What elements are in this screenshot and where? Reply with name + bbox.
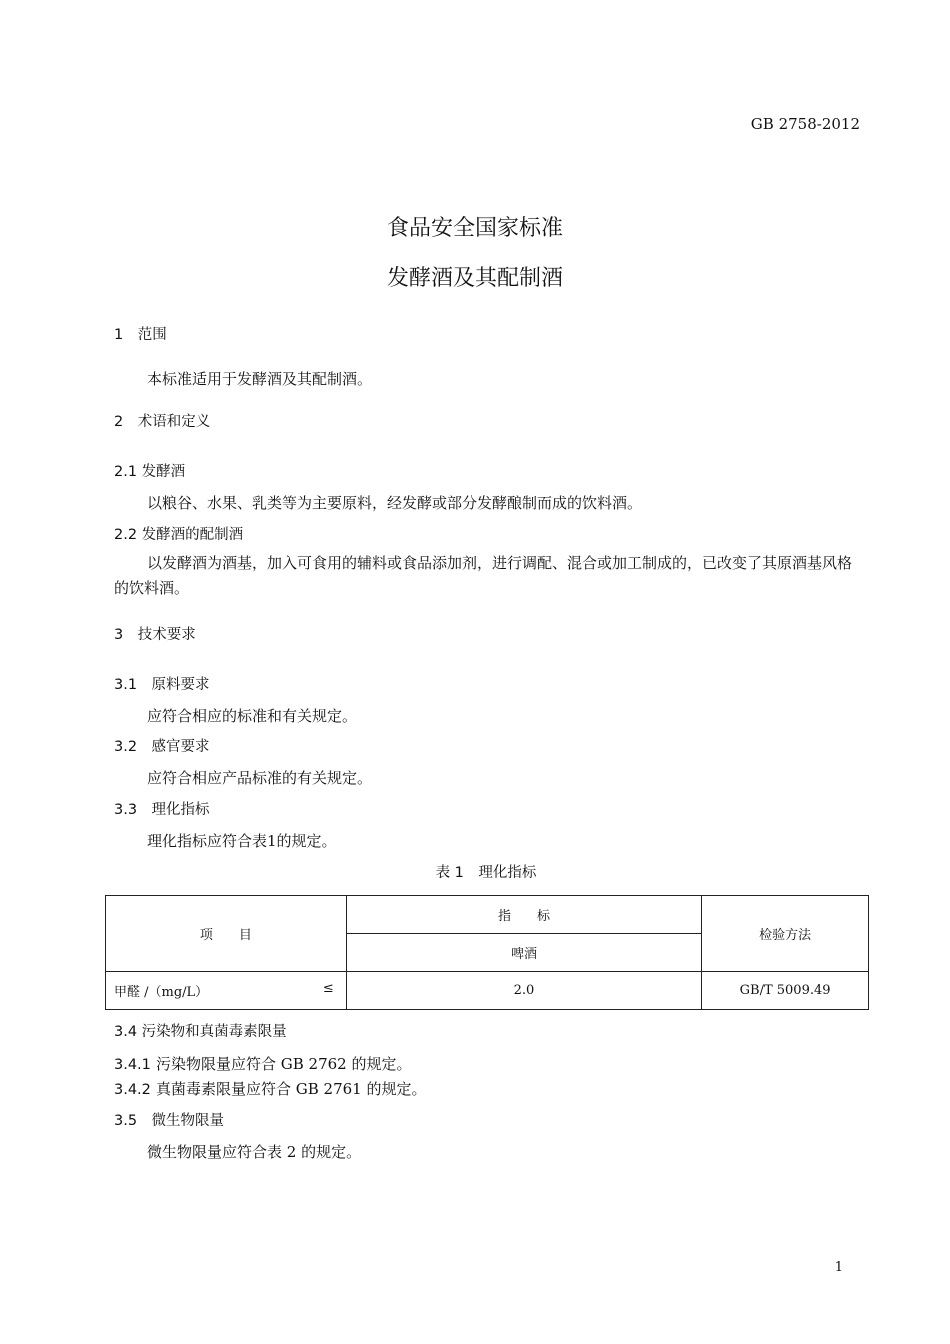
section-2-2-heading: 2.2 发酵酒的配制酒 [114,527,244,543]
section-1-heading: 1 范围 [114,327,167,343]
section-3-2-body: 应符合相应产品标准的有关规定。 [147,769,373,787]
section-3-heading: 3 技术要求 [114,627,196,643]
standard-number: GB 2758-2012 [750,115,860,133]
section-3-5-heading: 3.5 微生物限量 [114,1113,225,1129]
table-header-beer: 啤酒 [346,934,701,972]
section-1-body: 本标准适用于发酵酒及其配制酒。 [147,370,373,388]
section-3-4-2 [114,1078,427,1099]
section-3-4-2-number: 3.4.2 [114,1082,151,1098]
page-number: 1 [834,1260,843,1275]
section-3-4-1-number: 3.4.1 [114,1057,151,1073]
document-title-line1: 食品安全国家标准 [386,216,563,241]
table-row [106,972,869,1010]
section-3-1-body: 应符合相应的标准和有关规定。 [147,707,358,725]
section-3-4-heading: 3.4 污染物和真菌毒素限量 [114,1024,287,1040]
table-header-method: 检验方法 [702,896,869,972]
section-3-5-body: 微生物限量应符合表 2 的规定。 [147,1143,362,1161]
table-header-item: 项 目 [106,896,347,972]
table-cell-value: 2.0 [346,972,701,1010]
table-cell-item [106,972,347,1010]
section-2-heading: 2 术语和定义 [114,414,211,430]
section-3-4-2-body: 真菌毒素限量应符合 GB 2761 的规定。 [156,1080,427,1098]
section-2-2-body: 以发酵酒为酒基，加入可食用的辅料或食品添加剂，进行调配、混合或加工制成的，已改变了其原酒基风格的饮料酒。 [114,554,853,597]
section-2-1-body: 以粮谷、水果、乳类等为主要原料，经发酵或部分发酵酿制而成的饮料酒。 [147,494,643,512]
section-3-3-body: 理化指标应符合表1的规定。 [147,832,337,850]
table-1 [105,895,869,1010]
section-3-3-heading: 3.3 理化指标 [114,802,210,818]
table-cell-item-label: 甲醛 /（mg/L） [114,985,209,1000]
section-3-2-heading: 3.2 感官要求 [114,739,210,755]
section-3-4-1 [114,1053,412,1074]
less-or-equal-operator: ≤ [322,981,334,996]
section-3-4-1-body: 污染物限量应符合 GB 2762 的规定。 [156,1055,412,1073]
table-1-caption: 表 1 理化指标 [435,865,537,881]
section-2-1-heading: 2.1 发酵酒 [114,464,186,480]
table-cell-method: GB/T 5009.49 [702,972,869,1010]
document-title-line2: 发酵酒及其配制酒 [386,266,563,291]
table-header-index: 指 标 [346,896,701,934]
section-3-1-heading: 3.1 原料要求 [114,677,210,693]
